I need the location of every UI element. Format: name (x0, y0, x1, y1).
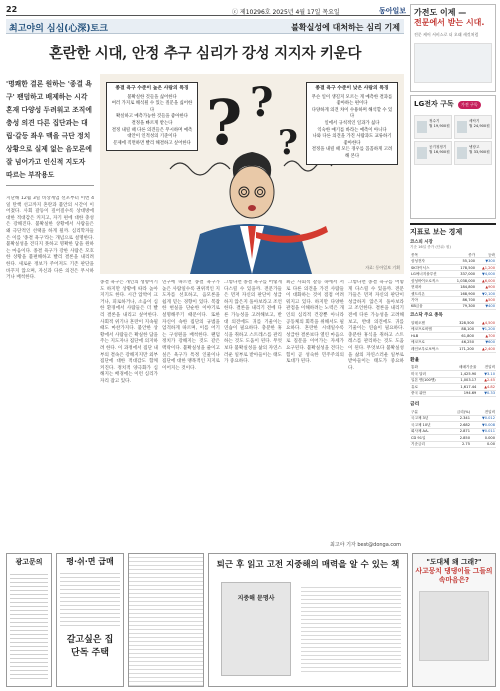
table-cell: 국고채 3년 (410, 415, 446, 421)
column-title: 최고야의 심심(心深)토크 (9, 24, 108, 34)
table-row (410, 346, 496, 352)
article-byline: 최고야 기자 best@donga.com (330, 542, 402, 548)
table-cell: ▼0.011 (471, 428, 496, 434)
table-cell: 레인보우로보틱스 (410, 346, 451, 352)
table-cell: ▼600 (475, 339, 496, 345)
table-cell: 86,700 (449, 297, 476, 303)
question-mark-large: ? (206, 86, 243, 159)
bottom-ads (6, 553, 496, 687)
table-cell: 국고채 10년 (410, 422, 446, 428)
classified-ad[interactable] (6, 553, 52, 687)
table-cell: ▼3.10 (477, 371, 496, 377)
table-cell: CD 91일 (410, 435, 446, 441)
callout-high-item: 여러 가지로 해석될 수 있는 질문을 싫어한다 (111, 101, 193, 113)
table-cell: ▲6,000 (476, 277, 496, 283)
table-cell: 1,038,000 (449, 277, 476, 283)
table-cell: 2.75 (446, 441, 471, 447)
table-cell: 2.850 (446, 435, 471, 441)
table-cell: 중국 위안 (410, 390, 449, 396)
table-cell: 기준금리 (410, 441, 446, 447)
real-estate-ad[interactable] (56, 553, 124, 687)
issue-date: ⓒ 제10296호 2025년 4월 17일 목요일 (232, 9, 340, 16)
market-sub-fx: 환율 (410, 357, 420, 363)
table-cell: 기아 (410, 297, 449, 303)
ad-product-image (414, 43, 492, 83)
table-cell: 79,300 (449, 303, 476, 309)
product-price: 월 16,900원 (429, 150, 450, 154)
product-name: 냉장고 (469, 145, 480, 149)
product-name: 공기청정기 (429, 145, 447, 149)
article-body-col4: 그렇다면 종결 욕구를 어떻게 다스릴 수 있을까. 전문가들은 먼저 자신의 판단이 성급하지 않은지 돌아보라고 조언한다. 결론을 내리기 전에 다른 가능성을 고려해보고, 반대 의견에도 귀를 기울이는 연습이 필요하다. 충분한 휴식을 취하고 스트레스를 관리하는 것도 도움이 된다. 무엇보다 불확실성을 삶의 자연스러운 일부로 받아들이는 태도가 중요하다. (224, 280, 282, 365)
table-cell: 에코프로비엠 (410, 326, 451, 332)
callout-low-item: 결정을 내릴 때 모든 경우를 꼼꼼하게 고려해 본다 (311, 147, 393, 159)
table-cell: ▼4,000 (476, 271, 496, 277)
lg-subscription-ad[interactable] (410, 95, 496, 219)
page-number: 22 (6, 5, 18, 14)
table-cell: ▲2.45 (477, 377, 496, 383)
callout-high-title: 종결 욕구 수준이 높은 사람의 특징 (115, 86, 189, 91)
product-image (457, 147, 467, 159)
table-cell: 일본 엔(100엔) (410, 377, 449, 383)
ad-headline-line2: 전문에서 받는 시대. (414, 18, 485, 27)
book-ad-head: 퇴근 후 읽고 고전 지중해의 매력을 알 수 있는 책 (216, 560, 400, 570)
question-mark-medium: ? (250, 79, 274, 126)
market-sub-kosdaq: 코스닥 주요 종목 (410, 313, 443, 319)
table-cell: 종가 (449, 252, 476, 258)
article-body-col5: 최근 사회적 갈등 속에서 서로 다른 의견을 가진 사람들이 대화하는 것이 점점 어려워지고 있다. 하지만 다양한 관점을 이해하려는 노력은 개인의 심리적 건강뿐 아니라 공동체의 회복을 위해서도 필요하다. 혼란한 시대일수록 성급한 결론보다 열린 마음으로 질문을 이어가는 자세가 요구된다. 불확실성을 견디는 힘이 곧 성숙한 민주주의의 토대가 된다. (286, 280, 344, 365)
article-body-col1: 지난해 12월 3일 비상계엄 선포부터 이번 4일 탄핵 선고까지 혼란과 불안의 시간이 이어졌다. 사회 갈등이 깊어질수록 상대방에 대한 적대감은 커지고, 자기 편에 대한 충성은 강해진다. 불확실한 상황에서 사람들은 왜 극단적인 선택을 하게 될까. 심리학자들은 이를 '종결 욕구'라는 개념으로 설명한다. 불확실성을 견디지 못하고 명확한 답을 원하는 마음이다. 종결 욕구가 강한 사람은 모호한 상황을 불편해하고 빨리 결론을 내리려 한다. 새로운 정보가 주어져도 기존 판단을 바꾸지 않으며, 자신과 다른 의견은 무시하거나 배척한다. (6, 196, 94, 281)
table-cell: ▼0.008 (471, 422, 496, 428)
table-cell: ▼300 (476, 258, 496, 264)
callout-high-item: 결정을 빠르게 받는다 (131, 120, 173, 126)
table-row (410, 441, 496, 447)
pet-ad-quote: "도대체 왜 그래?" (426, 558, 482, 566)
column-subtitle: 불확실성에 대처하는 심리 기제 (291, 23, 400, 32)
market-sub-kospi: 코스피 시장 (410, 240, 433, 245)
table-cell: ▲900 (476, 284, 496, 290)
table-cell: 삼성바이오로직스 (410, 277, 449, 283)
table-cell: 2.341 (446, 415, 471, 421)
book-title: 지중해 문명사 (237, 595, 275, 602)
real-estate-slogan: 갈고싶은 집 단독 주택 (66, 635, 114, 658)
table-cell: 55,100 (449, 258, 476, 264)
table-cell: 184,800 (449, 284, 476, 290)
paper-name: 동아일보 (378, 7, 406, 15)
product-card[interactable] (454, 115, 492, 139)
book-description (301, 584, 401, 674)
callout-high-item: 확실하고 예측가능한 것들을 좋아한다 (115, 114, 189, 120)
table-cell: 금리(%) (446, 409, 471, 415)
table-cell: ▼1,200 (475, 326, 496, 332)
product-image (417, 121, 427, 133)
product-name: 정수기 (429, 119, 440, 123)
callout-low-item: 다양하게 의견 차이 수용하며 해석할 수 있다 (311, 107, 393, 120)
article-body-col2: 종결 욕구는 개인의 성향이기도 하지만 상황에 따라 높아지기도 한다. 시간 압박이 크거나, 피로하거나, 소음이 심한 환경에서 사람들은 더 빨리 결론을 내리고 싶어한다. 사회적 위기나 혼란이 지속될 때도 마찬가지다. 불안한 상황에서 사람들은 확실한 답을 주는 지도자나 집단에 의지하려 한다. 이 과정에서 집단 내부의 결속은 강해지지만 외부 집단에 대한 적대감도 함께 커진다. 정치적 양극화가 심해지는 배경에는 이런 심리가 자리 잡고 있다. (100, 280, 158, 384)
table-cell: 61,800 (451, 333, 475, 339)
callout-low-item: 나와 다른 의견을 가진 사람과도 교류하기 좋아한다 (312, 134, 392, 146)
table-cell: KB금융 (410, 303, 449, 309)
callout-low-item: 무슨 일이 생길지 모르는 게 예측한 결과를 좋아하는 편이다 (311, 94, 393, 107)
question-mark-small: ? (278, 123, 298, 163)
figure-mouth (248, 205, 256, 211)
ad-headline-line1: 가전도 이제 — (414, 8, 467, 17)
article-body-col3: 연구에 따르면 종결 욕구가 높은 사람일수록 권위적인 지도자를 선호하고, 음모론을 쉽게 믿는 경향이 있다. 복잡한 현실을 단순한 이야기로 설명해주기 때문이다. 또한 자신이 속한 집단의 규범을 엄격하게 따르며, 이를 어기는 구성원을 배척한다. 팬덤 정치가 강해지는 것도 같은 맥락이다. 불확실성을 줄이고 싶은 욕구가 특정 인물이나 집단에 대한 맹목적인 지지로 이어지는 것이다. (162, 280, 220, 371)
table-cell: 전일비 (471, 409, 496, 415)
table-cell: 328,500 (451, 320, 475, 326)
rates-table (410, 409, 496, 448)
table-cell: 88,100 (451, 326, 475, 332)
table-cell: 셀트리온 (410, 290, 449, 296)
appliance-ad[interactable] (410, 4, 496, 92)
book-cover (221, 582, 291, 676)
table-cell: SK하이닉스 (410, 264, 449, 270)
table-cell: 알테오젠 (410, 320, 451, 326)
product-card[interactable] (414, 141, 452, 165)
market-note: 기준 16일 종가 (단위: 원) (410, 245, 451, 249)
callout-high-item: 결정 내릴 때 다른 의견들은 무시하며 예측 대안이 인적성의 기준이다 (111, 127, 193, 140)
table-cell: 171,200 (451, 346, 475, 352)
table-cell: 194.69 (449, 390, 477, 396)
callout-high-closure (106, 82, 198, 151)
market-sub-rates: 금리 (410, 402, 420, 408)
table-cell: ▼2,100 (476, 290, 496, 296)
fx-table (410, 365, 496, 397)
table-cell: 168,900 (449, 290, 476, 296)
callout-high-item: 문제에 직면하면 빨리 해결하고 싶어한다 (113, 140, 191, 146)
table-cell: 0.00 (471, 441, 496, 447)
product-grid (414, 115, 492, 165)
article-body-col6: 그렇다면 종결 욕구를 어떻게 다스릴 수 있을까. 전문가들은 먼저 자신의 판단이 성급하지 않은지 돌아보라고 조언한다. 결론을 내리기 전에 다른 가능성을 고려해보고, 반대 의견에도 귀를 기울이는 연습이 필요하다. 충분한 휴식을 취하고 스트레스를 관리하는 것도 도움이 된다. 무엇보다 불확실성을 삶의 자연스러운 일부로 받아들이는 태도가 중요하다. (348, 280, 404, 371)
text-ad[interactable] (128, 553, 204, 687)
table-cell: 전일비 (477, 365, 496, 371)
table-row (410, 303, 496, 309)
table-cell: ▲1,200 (476, 264, 496, 270)
article-headline: 혼란한 시대, 안정 추구 심리가 강성 지지자 키운다 (48, 45, 362, 62)
ad-small-text: 전문 케어 서비스로 더 오래 새것처럼 (414, 32, 479, 37)
pet-book-ad[interactable] (412, 553, 496, 687)
table-cell: 통화 (410, 365, 449, 371)
table-cell: ▼0.33 (477, 390, 496, 396)
product-price: 월 19,900원 (429, 124, 450, 128)
product-card[interactable] (414, 115, 452, 139)
table-cell: 에코프로 (410, 339, 451, 345)
table-cell: ▼0.012 (471, 415, 496, 421)
table-cell: 46,250 (451, 339, 475, 345)
real-estate-head: 평·쉬·면 급매 (66, 557, 114, 566)
callout-low-item: 일에서 규칙적인 일과가 싫다 (324, 120, 380, 126)
callout-low-closure (306, 82, 398, 165)
right-column (410, 4, 496, 448)
classified-text (10, 571, 48, 681)
product-name: 세탁기 (469, 119, 480, 123)
callout-low-item: 익숙한 얘기를 바라는 예측이 아니다 (317, 127, 387, 133)
table-cell: 2.871 (446, 428, 471, 434)
table-cell: 미국 달러 (410, 371, 449, 377)
table-cell: 회사채 AA- (410, 428, 446, 434)
table-cell: ▲4,500 (475, 320, 496, 326)
table-cell: 구분 (410, 409, 446, 415)
table-cell: 1,003.17 (449, 377, 477, 383)
table-row (410, 390, 496, 396)
table-cell: 유로 (410, 384, 449, 390)
market-indicators (410, 223, 496, 448)
table-cell: 삼성전자 (410, 258, 449, 264)
table-cell: ▲500 (476, 297, 496, 303)
table-cell: 2.682 (446, 422, 471, 428)
pet-ad-subhead: 사고뭉치 댕댕이들 그들의 속마음은? (415, 567, 493, 584)
book-ad[interactable] (208, 553, 408, 687)
table-cell: 등락 (476, 252, 496, 258)
market-title: 지표로 보는 경제 (410, 223, 496, 237)
ad-pill: 가전 구독 (458, 101, 481, 109)
real-estate-listings (60, 570, 120, 628)
product-image (417, 147, 427, 159)
table-cell: LG에너지솔루션 (410, 271, 449, 277)
table-cell: ▼400 (476, 303, 496, 309)
article-illustration (100, 74, 404, 274)
section-bar (6, 19, 404, 34)
product-price: 월 24,900원 (469, 124, 490, 128)
table-cell: 매매기준율 (449, 365, 477, 371)
table-cell: 178,500 (449, 264, 476, 270)
table-cell: 1,617.44 (449, 384, 477, 390)
product-image (457, 121, 467, 133)
callout-high-item: 불확실한 것들을 싫어한다 (127, 94, 177, 100)
pet-ad-image (419, 591, 489, 661)
product-card[interactable] (454, 141, 492, 165)
table-cell: ▲2,400 (475, 346, 496, 352)
ad-brand: LG전자 구독 (414, 100, 454, 108)
table-cell: ▲700 (475, 333, 496, 339)
callout-low-title: 종결 욕구 수준이 낮은 사람의 특징 (315, 86, 389, 91)
illustration-credit: 자료: 동아일보 기획 (365, 265, 400, 270)
kospi-table (410, 252, 496, 310)
table-cell: 종목 (410, 252, 449, 258)
product-price: 월 33,900원 (469, 150, 490, 154)
table-cell: HLB (410, 333, 451, 339)
classified-title: 광고문의 (15, 558, 43, 566)
article-lede: '명쾌한 결론 원하는 '종결 욕구' 팬덤하고 배제하는 시각 혼재 다양성 두려워고 조직에 충성 의견 다른 집단과는 대립·갈등 좌우 맥을 극단 정치 상황으로 실제 없는 음모론에 잘 넘어가고 인신적 지도자 따르는 부작용도 (6, 78, 94, 186)
kosdaq-table (410, 320, 496, 352)
table-cell: 0.000 (471, 435, 496, 441)
table-cell: 1,425.90 (449, 371, 477, 377)
table-cell: ▲4.82 (477, 384, 496, 390)
table-cell: 337,000 (449, 271, 476, 277)
squiggle-left (170, 163, 230, 175)
table-cell: 현대차 (410, 284, 449, 290)
